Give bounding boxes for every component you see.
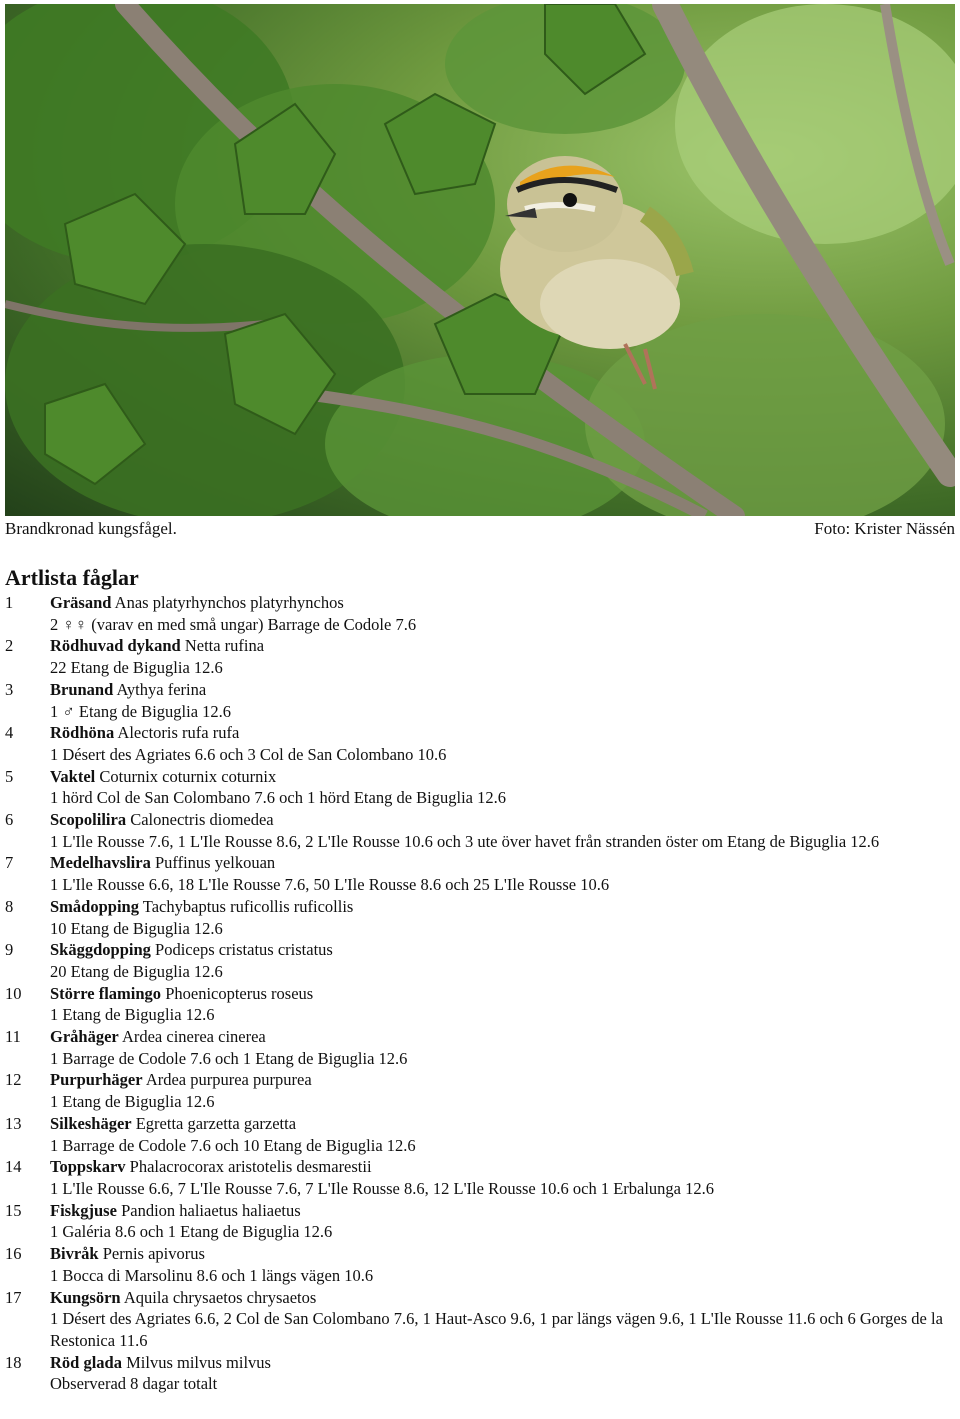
list-item <box>5 722 957 765</box>
species-name: Rödhöna <box>50 723 115 743</box>
species-latin: Calonectris diomedea <box>130 810 274 830</box>
list-item <box>5 809 957 852</box>
photo-caption <box>5 518 955 540</box>
species-observation: Observerad 8 dagar totalt <box>50 1374 218 1394</box>
species-latin: Anas platyrhynchos platyrhynchos <box>114 593 344 612</box>
species-list <box>5 592 957 1395</box>
species-latin: Aquila chrysaetos chrysaetos <box>123 1287 317 1307</box>
species-latin: Podiceps cristatus cristatus <box>155 940 333 960</box>
species-latin: Phalacrocorax aristotelis desmarestii <box>129 1157 372 1177</box>
photo-credit: Foto: Krister Nässén <box>814 519 955 538</box>
list-item <box>5 939 957 982</box>
list-item <box>5 766 957 809</box>
list-item <box>5 635 957 678</box>
entry-number: 12 <box>5 1070 22 1090</box>
species-latin: Aythya ferina <box>116 679 207 699</box>
species-observation: 22 Etang de Biguglia 12.6 <box>50 658 223 678</box>
species-name: Större flamingo <box>50 983 162 1003</box>
species-observation: 1 hörd Col de San Colombano 7.6 och 1 hörd Etang de Biguglia 12.6 <box>50 788 506 808</box>
entry-number: 16 <box>5 1244 22 1264</box>
list-item <box>5 896 957 939</box>
species-observation: 1 L'Ile Rousse 7.6, 1 L'Ile Rousse 8.6, 2 L'Ile Rousse 10.6 och 3 ute över havet från stranden öster om Etang de Biguglia 12.6 <box>50 831 880 851</box>
species-latin: Puffinus yelkouan <box>154 853 276 873</box>
species-latin: Netta rufina <box>184 636 265 656</box>
list-item <box>5 1200 957 1243</box>
species-latin: Egretta garzetta garzetta <box>135 1113 297 1133</box>
entry-number: 9 <box>5 940 14 960</box>
species-latin: Pandion haliaetus haliaetus <box>121 1200 301 1220</box>
entry-number: 13 <box>5 1113 22 1133</box>
list-item <box>5 679 957 722</box>
list-item <box>5 1113 957 1156</box>
species-name: Smådopping <box>50 896 139 916</box>
list-item <box>5 1287 957 1352</box>
list-item <box>5 1069 957 1112</box>
species-latin: Coturnix coturnix coturnix <box>99 766 277 786</box>
entry-number: 8 <box>5 896 14 916</box>
entry-number: 3 <box>5 679 14 699</box>
species-observation: 1 Barrage de Codole 7.6 och 10 Etang de Biguglia 12.6 <box>50 1135 416 1155</box>
species-name: Gråhäger <box>50 1027 119 1047</box>
species-observation: 1 Galéria 8.6 och 1 Etang de Biguglia 12.6 <box>50 1222 333 1242</box>
entry-number: 10 <box>5 983 22 1003</box>
species-name: Vaktel <box>50 766 96 786</box>
list-item <box>5 852 957 895</box>
list-item <box>5 983 957 1026</box>
species-name: Kungsörn <box>50 1287 121 1307</box>
species-latin: Tachybaptus ruficollis ruficollis <box>142 896 354 916</box>
species-observation: 1 Désert des Agriates 6.6 och 3 Col de San Colombano 10.6 <box>50 744 447 764</box>
species-observation: 1 Etang de Biguglia 12.6 <box>50 1005 215 1025</box>
species-observation: 1 Barrage de Codole 7.6 och 1 Etang de Biguglia 12.6 <box>50 1048 408 1068</box>
species-latin: Alectoris rufa rufa <box>117 723 240 743</box>
species-name: Silkeshäger <box>50 1113 132 1133</box>
bird-on-branch-illustration <box>5 4 955 516</box>
entry-number: 4 <box>5 723 14 743</box>
species-observation: 1 Désert des Agriates 6.6, 2 Col de San Colombano 7.6, 1 Haut-Asco 9.6, 1 par längs vägen 9.6, 1 L'Ile Rousse 11.6 och 6 Gorges de la Restonica 11.6 <box>50 1309 943 1350</box>
species-observation: 20 Etang de Biguglia 12.6 <box>50 961 223 981</box>
entry-number: 11 <box>5 1027 21 1047</box>
species-latin: Phoenicopterus roseus <box>165 983 314 1003</box>
species-observation: 1 ♂ Etang de Biguglia 12.6 <box>50 701 232 721</box>
list-item <box>5 592 957 635</box>
species-name: Röd glada <box>50 1352 122 1372</box>
species-name: Fiskgjuse <box>50 1200 117 1220</box>
entry-number: 6 <box>5 810 14 830</box>
species-observation: 1 Bocca di Marsolinu 8.6 och 1 längs vägen 10.6 <box>50 1265 374 1285</box>
list-item <box>5 1243 957 1286</box>
species-name: Brunand <box>50 679 114 699</box>
species-observation: 1 L'Ile Rousse 6.6, 18 L'Ile Rousse 7.6, 50 L'Ile Rousse 8.6 och 25 L'Ile Rousse 10.6 <box>50 875 610 895</box>
entry-number: 17 <box>5 1287 22 1307</box>
entry-number: 15 <box>5 1200 22 1220</box>
species-name: Medelhavslira <box>50 853 151 873</box>
species-name: Bivråk <box>50 1244 99 1264</box>
species-name: Skäggdopping <box>50 940 151 960</box>
entry-number: 14 <box>5 1157 22 1177</box>
entry-number: 7 <box>5 853 14 873</box>
page-title: Artlista fåglar <box>5 565 139 590</box>
species-latin: Milvus milvus milvus <box>126 1352 271 1372</box>
species-name: Rödhuvad dykand <box>50 636 181 656</box>
species-latin: Pernis apivorus <box>102 1244 205 1264</box>
species-latin: Ardea purpurea purpurea <box>145 1070 312 1090</box>
species-observation: 1 L'Ile Rousse 6.6, 7 L'Ile Rousse 7.6, 7 L'Ile Rousse 8.6, 12 L'Ile Rousse 10.6 och 1 Erbalunga 12.6 <box>50 1178 715 1198</box>
species-name: Toppskarv <box>50 1157 126 1177</box>
list-item <box>5 1026 957 1069</box>
entry-number: 2 <box>5 636 14 656</box>
species-observation: 1 Etang de Biguglia 12.6 <box>50 1092 215 1112</box>
list-item <box>5 1352 957 1395</box>
species-latin: Ardea cinerea cinerea <box>121 1027 266 1047</box>
entry-number: 5 <box>5 766 14 786</box>
species-name: Purpurhäger <box>50 1070 143 1090</box>
species-observation: 10 Etang de Biguglia 12.6 <box>50 918 223 938</box>
caption-text: Brandkronad kungsfågel. <box>5 519 177 538</box>
species-name: Scopolilira <box>50 810 127 830</box>
bird-photo <box>5 4 955 516</box>
entry-number: 18 <box>5 1352 22 1372</box>
species-observation: 2 ♀♀ (varav en med små ungar) Barrage de Codole 7.6 <box>50 614 417 634</box>
list-item <box>5 1156 957 1199</box>
species-name: Gräsand <box>50 593 112 612</box>
entry-number: 1 <box>5 593 14 612</box>
